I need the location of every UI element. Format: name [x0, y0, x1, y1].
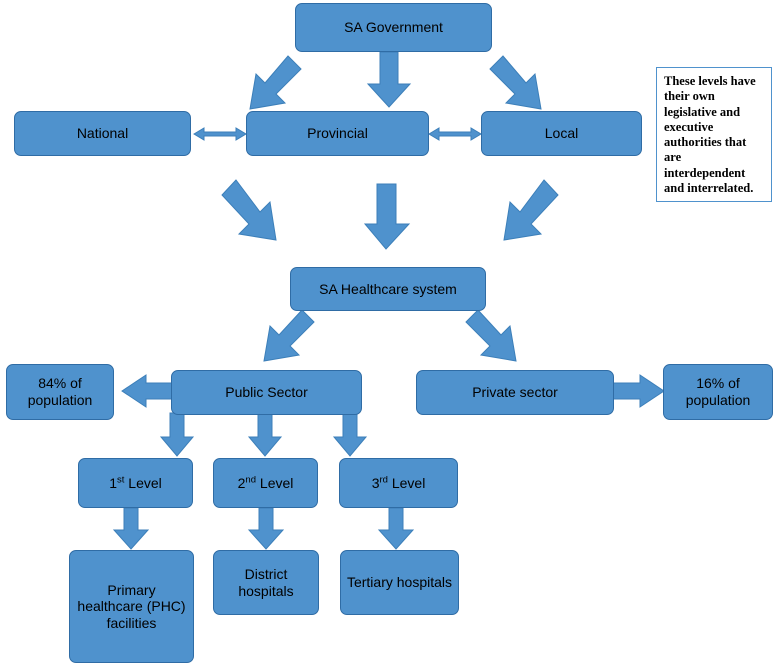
arrow-national-to-healthcare [222, 180, 294, 252]
arrow-provincial-local [429, 123, 481, 145]
node-population-private[interactable] [663, 364, 773, 420]
node-sa-healthcare-system[interactable] [290, 267, 486, 311]
node-label: Tertiary hospitals [346, 574, 453, 591]
arrow-government-to-national [232, 56, 302, 118]
node-population-public[interactable] [6, 364, 114, 420]
node-phc-facilities[interactable] [69, 550, 194, 663]
arrow-provincial-to-healthcare [364, 184, 410, 250]
arrow-third-level-to-tertiary [378, 508, 414, 550]
node-third-level[interactable] [339, 458, 458, 508]
arrow-private-to-population [612, 375, 664, 407]
arrow-second-level-to-district [248, 508, 284, 550]
arrow-public-to-third-level [333, 413, 367, 457]
node-sa-government[interactable] [295, 3, 492, 52]
arrow-healthcare-to-public [248, 310, 314, 372]
arrow-government-to-provincial [367, 52, 411, 108]
node-local[interactable] [481, 111, 642, 156]
arrow-healthcare-to-private [466, 310, 532, 372]
node-label: SA Healthcare system [319, 280, 457, 297]
node-label: 16% of population [685, 375, 751, 408]
node-label: Local [544, 125, 579, 142]
arrow-national-provincial [194, 123, 246, 145]
arrow-local-to-healthcare [486, 180, 558, 252]
node-label: Public Sector [225, 384, 308, 401]
note-text: These levels have their own legislative and executive authorities that are interdependent and interrelated. [664, 74, 756, 195]
node-tertiary-hospitals[interactable] [340, 550, 459, 615]
node-label: 2nd Level [237, 474, 294, 491]
node-label: SA Government [344, 19, 443, 36]
node-label: District hospitals [238, 565, 294, 599]
node-provincial[interactable] [246, 111, 429, 156]
node-label: National [76, 125, 129, 142]
node-national[interactable] [14, 111, 191, 156]
node-public-sector[interactable] [171, 370, 362, 415]
node-label: Private sector [472, 384, 558, 401]
node-private-sector[interactable] [416, 370, 614, 415]
arrow-public-to-second-level [248, 413, 282, 457]
arrow-public-to-first-level [160, 413, 194, 457]
node-label: 3rd Level [371, 474, 426, 491]
arrow-public-to-population [122, 375, 174, 407]
node-first-level[interactable] [78, 458, 193, 508]
node-label: Primary healthcare (PHC) facilities [77, 581, 186, 631]
arrow-government-to-local [490, 56, 560, 118]
node-label: 1st Level [109, 474, 162, 491]
node-label: 84% of population [27, 375, 93, 408]
arrow-first-level-to-phc [113, 508, 149, 550]
node-district-hospitals[interactable] [213, 550, 319, 615]
note-levels-authorities [656, 67, 772, 202]
node-label: Provincial [307, 125, 368, 142]
node-second-level[interactable] [213, 458, 318, 508]
